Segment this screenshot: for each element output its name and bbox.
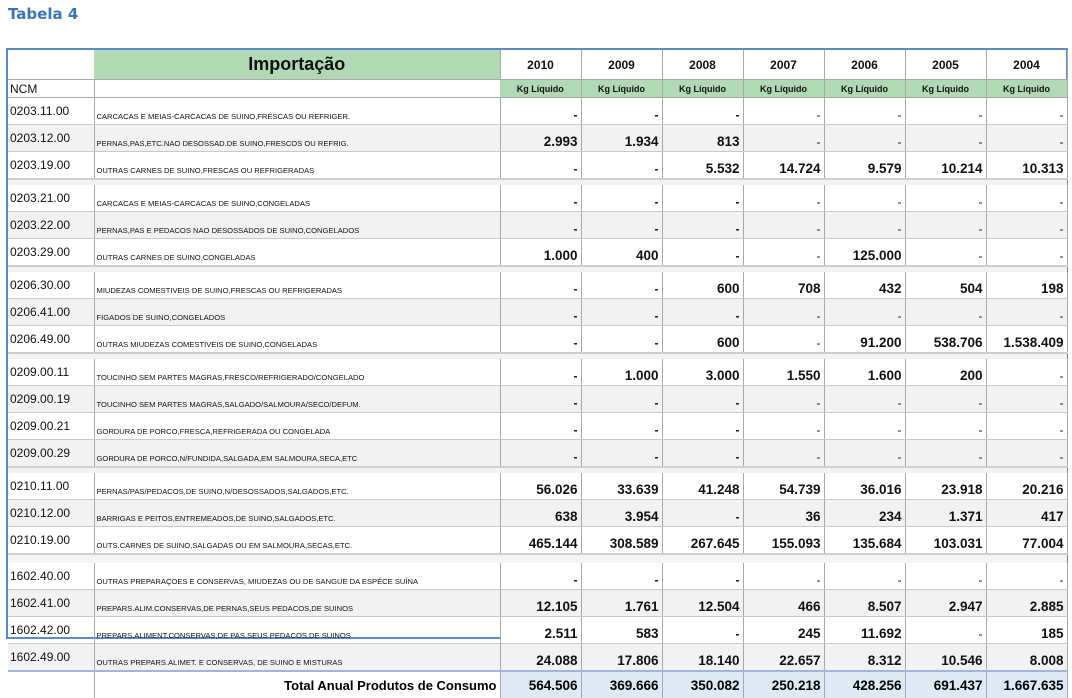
value-cell: 708	[743, 272, 824, 299]
value-cell: -	[743, 212, 824, 239]
value-cell: 200	[905, 359, 986, 386]
value-cell: -	[500, 185, 581, 212]
table-row	[8, 152, 1067, 180]
product-description: PREPARS.ALIM.CONSERVAS,DE PERNAS,SEUS PEDACOS,DE SUINOS	[94, 590, 500, 617]
table-row	[8, 527, 1067, 555]
value-cell: 432	[824, 272, 905, 299]
ncm-code: 0209.00.11	[8, 359, 94, 386]
value-cell: -	[500, 212, 581, 239]
value-cell: 24.088	[500, 644, 581, 672]
value-cell: -	[743, 239, 824, 267]
year-header: 2010	[500, 50, 581, 80]
value-cell: -	[500, 440, 581, 468]
table-row	[8, 590, 1067, 617]
value-cell: 1.761	[581, 590, 662, 617]
value-cell: 466	[743, 590, 824, 617]
value-cell: 36	[743, 500, 824, 527]
unit-blank-cell	[94, 80, 500, 98]
value-cell: -	[743, 125, 824, 152]
value-cell: -	[500, 359, 581, 386]
separator-cell	[986, 554, 1067, 563]
total-value: 350.082	[662, 671, 743, 698]
value-cell: 20.216	[986, 473, 1067, 500]
table-row	[8, 617, 1067, 644]
total-row	[8, 671, 1067, 698]
value-cell: 3.000	[662, 359, 743, 386]
value-cell: -	[662, 563, 743, 590]
product-description: OUTRAS CARNES DE SUINO,FRESCAS OU REFRIGERADAS	[94, 152, 500, 180]
value-cell: -	[824, 98, 905, 125]
ncm-code: 0206.41.00	[8, 299, 94, 326]
value-cell: 10.313	[986, 152, 1067, 180]
value-cell: -	[905, 239, 986, 267]
value-cell: 185	[986, 617, 1067, 644]
value-cell: 91.200	[824, 326, 905, 354]
value-cell: -	[500, 326, 581, 354]
value-cell: -	[905, 413, 986, 440]
value-cell: 2.947	[905, 590, 986, 617]
value-cell: 638	[500, 500, 581, 527]
separator-cell	[824, 554, 905, 563]
value-cell: -	[743, 326, 824, 354]
ncm-code: 1602.40.00	[8, 563, 94, 590]
ncm-code: 1602.49.00	[8, 644, 94, 672]
ncm-code: 0206.49.00	[8, 326, 94, 354]
value-cell: -	[662, 500, 743, 527]
value-cell: -	[500, 413, 581, 440]
value-cell: -	[986, 563, 1067, 590]
separator-cell	[94, 554, 500, 563]
value-cell: 234	[824, 500, 905, 527]
ncm-code: 1602.42.00	[8, 617, 94, 644]
table-row	[8, 473, 1067, 500]
value-cell: 1.371	[905, 500, 986, 527]
value-cell: -	[986, 185, 1067, 212]
product-description: OUTRAS PREPARAÇOES E CONSERVAS, MIUDEZAS OU DE SANGUE DA ESPÉCE SUÍNA	[94, 563, 500, 590]
value-cell: -	[581, 98, 662, 125]
value-cell: 10.546	[905, 644, 986, 672]
ncm-label: NCM	[8, 80, 94, 98]
value-cell: 155.093	[743, 527, 824, 555]
total-value: 369.666	[581, 671, 662, 698]
importacao-header: Importação	[94, 50, 500, 80]
separator-cell	[8, 554, 94, 563]
unit-label: Kg Líquido	[986, 80, 1067, 98]
year-header: 2007	[743, 50, 824, 80]
table-row	[8, 272, 1067, 299]
table-row	[8, 299, 1067, 326]
value-cell: -	[581, 326, 662, 354]
value-cell: 54.739	[743, 473, 824, 500]
value-cell: 2.511	[500, 617, 581, 644]
ncm-code: 0203.19.00	[8, 152, 94, 180]
year-header: 2004	[986, 50, 1067, 80]
unit-label: Kg Líquido	[500, 80, 581, 98]
value-cell: 600	[662, 326, 743, 354]
table-row	[8, 413, 1067, 440]
group-separator	[8, 554, 1067, 563]
value-cell: -	[905, 212, 986, 239]
value-cell: 135.684	[824, 527, 905, 555]
value-cell: -	[500, 563, 581, 590]
value-cell: -	[743, 413, 824, 440]
ncm-code: 0209.00.29	[8, 440, 94, 468]
value-cell: 8.507	[824, 590, 905, 617]
value-cell: -	[824, 413, 905, 440]
value-cell: -	[905, 563, 986, 590]
product-description: OUTRAS PREPARS.ALIMET. E CONSERVAS, DE SUINO E MISTURAS	[94, 644, 500, 672]
total-label: Total Anual Produtos de Consumo	[94, 671, 500, 698]
value-cell: -	[662, 617, 743, 644]
value-cell: 18.140	[662, 644, 743, 672]
value-cell: -	[905, 386, 986, 413]
value-cell: 11.692	[824, 617, 905, 644]
value-cell: -	[581, 413, 662, 440]
value-cell: 125.000	[824, 239, 905, 267]
total-value: 250.218	[743, 671, 824, 698]
value-cell: -	[986, 125, 1067, 152]
value-cell: -	[743, 185, 824, 212]
value-cell: -	[743, 563, 824, 590]
value-cell: 3.954	[581, 500, 662, 527]
value-cell: -	[905, 98, 986, 125]
value-cell: 2.993	[500, 125, 581, 152]
product-description: PERNAS,PAS,ETC.NAO DESOSSAD.DE SUINO,FRESCOS OU REFRIG.	[94, 125, 500, 152]
table-row	[8, 386, 1067, 413]
value-cell: -	[905, 185, 986, 212]
product-description: TOUCINHO SEM PARTES MAGRAS,SALGADO/SALMOURA/SECO/DEFUM.	[94, 386, 500, 413]
value-cell: 12.105	[500, 590, 581, 617]
year-header: 2009	[581, 50, 662, 80]
value-cell: 8.312	[824, 644, 905, 672]
header-row	[8, 50, 1067, 80]
value-cell: -	[500, 152, 581, 180]
ncm-code: 0210.19.00	[8, 527, 94, 555]
value-cell: -	[662, 239, 743, 267]
total-value: 428.256	[824, 671, 905, 698]
value-cell: 12.504	[662, 590, 743, 617]
value-cell: -	[743, 440, 824, 468]
ncm-code: 0203.12.00	[8, 125, 94, 152]
table-row	[8, 326, 1067, 354]
value-cell: -	[581, 152, 662, 180]
value-cell: -	[986, 299, 1067, 326]
value-cell: 267.645	[662, 527, 743, 555]
value-cell: -	[905, 125, 986, 152]
value-cell: -	[986, 359, 1067, 386]
value-cell: 10.214	[905, 152, 986, 180]
total-value: 564.506	[500, 671, 581, 698]
value-cell: -	[824, 125, 905, 152]
value-cell: -	[500, 98, 581, 125]
value-cell: -	[824, 212, 905, 239]
product-description: PERNAS,PAS E PEDACOS NAO DESOSSADOS DE SUINO,CONGELADOS	[94, 212, 500, 239]
value-cell: 23.918	[905, 473, 986, 500]
value-cell: -	[743, 299, 824, 326]
value-cell: 2.885	[986, 590, 1067, 617]
ncm-code: 0203.22.00	[8, 212, 94, 239]
value-cell: 17.806	[581, 644, 662, 672]
value-cell: 1.550	[743, 359, 824, 386]
value-cell: 41.248	[662, 473, 743, 500]
value-cell: -	[581, 440, 662, 468]
value-cell: 583	[581, 617, 662, 644]
table-row	[8, 500, 1067, 527]
value-cell: -	[743, 98, 824, 125]
value-cell: -	[662, 98, 743, 125]
value-cell: -	[905, 299, 986, 326]
value-cell: -	[824, 299, 905, 326]
ncm-code: 0203.11.00	[8, 98, 94, 125]
table-row	[8, 185, 1067, 212]
unit-label: Kg Líquido	[581, 80, 662, 98]
value-cell: -	[824, 440, 905, 468]
unit-label: Kg Líquido	[905, 80, 986, 98]
ncm-code: 1602.41.00	[8, 590, 94, 617]
value-cell: -	[581, 212, 662, 239]
ncm-code: 0209.00.19	[8, 386, 94, 413]
value-cell: 33.639	[581, 473, 662, 500]
value-cell: 198	[986, 272, 1067, 299]
separator-cell	[905, 554, 986, 563]
value-cell: 600	[662, 272, 743, 299]
product-description: MIUDEZAS COMESTIVEIS DE SUINO,FRESCAS OU REFRIGERADAS	[94, 272, 500, 299]
value-cell: -	[581, 272, 662, 299]
value-cell: -	[662, 413, 743, 440]
value-cell: -	[986, 413, 1067, 440]
value-cell: -	[581, 563, 662, 590]
product-description: OUTRAS CARNES DE SUINO,CONGELADAS	[94, 239, 500, 267]
value-cell: -	[662, 212, 743, 239]
value-cell: -	[824, 563, 905, 590]
header-blank-cell	[8, 50, 94, 80]
product-description: PREPARS.ALIMENT.CONSERVAS,DE PAS,SEUS PEDACOS,DE SUINOS	[94, 617, 500, 644]
value-cell: -	[500, 299, 581, 326]
value-cell: 36.016	[824, 473, 905, 500]
product-description: TOUCINHO SEM PARTES MAGRAS,FRESCO/REFRIGERADO/CONGELADO	[94, 359, 500, 386]
total-value: 691.437	[905, 671, 986, 698]
product-description: GORDURA DE PORCO,N/FUNDIDA,SALGADA,EM SALMOURA,SECA,ETC	[94, 440, 500, 468]
table-row	[8, 440, 1067, 468]
value-cell: -	[905, 440, 986, 468]
value-cell: 56.026	[500, 473, 581, 500]
value-cell: -	[581, 185, 662, 212]
value-cell: -	[500, 386, 581, 413]
value-cell: 417	[986, 500, 1067, 527]
value-cell: 8.008	[986, 644, 1067, 672]
value-cell: 1.600	[824, 359, 905, 386]
value-cell: -	[986, 440, 1067, 468]
value-cell: 813	[662, 125, 743, 152]
value-cell: -	[986, 239, 1067, 267]
value-cell: 245	[743, 617, 824, 644]
import-table	[8, 50, 1068, 698]
value-cell: 1.934	[581, 125, 662, 152]
value-cell: -	[500, 272, 581, 299]
table-row	[8, 98, 1067, 125]
unit-label: Kg Líquido	[824, 80, 905, 98]
product-description: OUTRAS MIUDEZAS COMESTIVEIS DE SUINO,CONGELADAS	[94, 326, 500, 354]
value-cell: 9.579	[824, 152, 905, 180]
ncm-code: 0206.30.00	[8, 272, 94, 299]
product-description: CARCACAS E MEIAS-CARCACAS DE SUINO,CONGELADAS	[94, 185, 500, 212]
value-cell: 1.000	[500, 239, 581, 267]
product-description: PERNAS/PAS/PEDACOS,DE SUINO,N/DESOSSADOS,SALGADOS,ETC.	[94, 473, 500, 500]
separator-cell	[500, 554, 581, 563]
unit-row	[8, 80, 1067, 98]
value-cell: -	[986, 386, 1067, 413]
product-description: OUTS.CARNES DE SUINO,SALGADAS OU EM SALMOURA,SECAS,ETC.	[94, 527, 500, 555]
value-cell: 22.657	[743, 644, 824, 672]
year-header: 2006	[824, 50, 905, 80]
ncm-code: 0210.12.00	[8, 500, 94, 527]
separator-cell	[581, 554, 662, 563]
product-description: GORDURA DE PORCO,FRESCA,REFRIGERADA OU CONGELADA	[94, 413, 500, 440]
value-cell: -	[986, 98, 1067, 125]
product-description: FIGADOS DE SUINO,CONGELADOS	[94, 299, 500, 326]
product-description: BARRIGAS E PEITOS,ENTREMEADOS,DE SUINO,SALGADOS,ETC.	[94, 500, 500, 527]
value-cell: -	[662, 299, 743, 326]
separator-cell	[743, 554, 824, 563]
ncm-code: 0210.11.00	[8, 473, 94, 500]
value-cell: 5.532	[662, 152, 743, 180]
value-cell: 1.000	[581, 359, 662, 386]
value-cell: 538.706	[905, 326, 986, 354]
value-cell: -	[905, 617, 986, 644]
value-cell: -	[662, 440, 743, 468]
unit-label: Kg Líquido	[662, 80, 743, 98]
total-value: 1.667.635	[986, 671, 1067, 698]
value-cell: 77.004	[986, 527, 1067, 555]
value-cell: 1.538.409	[986, 326, 1067, 354]
year-header: 2008	[662, 50, 743, 80]
value-cell: 465.144	[500, 527, 581, 555]
ncm-code: 0209.00.21	[8, 413, 94, 440]
table-row	[8, 359, 1067, 386]
year-header: 2005	[905, 50, 986, 80]
value-cell: -	[743, 386, 824, 413]
value-cell: -	[581, 299, 662, 326]
table-row	[8, 212, 1067, 239]
separator-cell	[662, 554, 743, 563]
value-cell: -	[662, 185, 743, 212]
value-cell: -	[986, 212, 1067, 239]
table-row	[8, 644, 1067, 672]
value-cell: 308.589	[581, 527, 662, 555]
value-cell: -	[581, 386, 662, 413]
ncm-code: 0203.29.00	[8, 239, 94, 267]
table-row	[8, 563, 1067, 590]
unit-label: Kg Líquido	[743, 80, 824, 98]
value-cell: 14.724	[743, 152, 824, 180]
value-cell: -	[824, 185, 905, 212]
value-cell: -	[824, 386, 905, 413]
ncm-code: 0203.21.00	[8, 185, 94, 212]
page-title: Tabela 4	[8, 5, 79, 23]
value-cell: -	[662, 386, 743, 413]
product-description: CARCACAS E MEIAS-CARCACAS DE SUINO,FRESCAS OU REFRIGER.	[94, 98, 500, 125]
table-row	[8, 239, 1067, 267]
table-row	[8, 125, 1067, 152]
value-cell: 103.031	[905, 527, 986, 555]
total-blank-cell	[8, 671, 94, 698]
value-cell: 504	[905, 272, 986, 299]
value-cell: 400	[581, 239, 662, 267]
